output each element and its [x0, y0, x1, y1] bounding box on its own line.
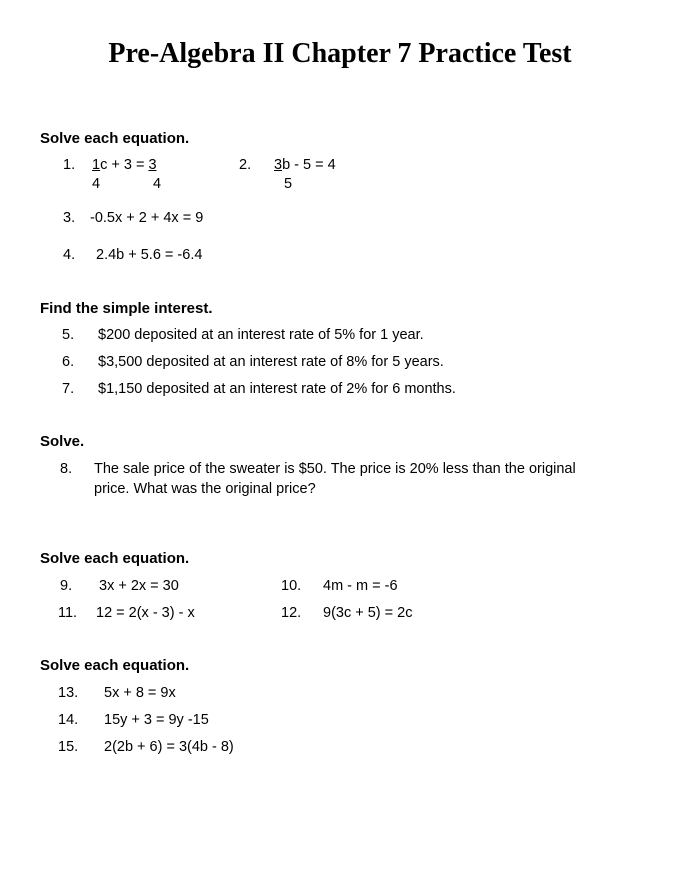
problem-number: 7.: [62, 381, 75, 397]
problem-number: 10.: [281, 578, 302, 594]
problem-10-equation: 4m - m = -6: [323, 578, 398, 594]
fraction-numerator: 1: [92, 157, 101, 173]
problem-number: 2.: [239, 157, 252, 173]
problem-5-text: $200 deposited at an interest rate of 5% for 1 year.: [98, 327, 424, 343]
fraction-denominator: 4: [153, 176, 162, 192]
problem-number: 14.: [58, 712, 79, 728]
problem-number: 8.: [60, 461, 73, 477]
problem-number: 6.: [62, 354, 75, 370]
equation-text: b - 5 = 4: [282, 157, 336, 173]
page-title: Pre-Algebra II Chapter 7 Practice Test: [108, 38, 572, 69]
problem-14-equation: 15y + 3 = 9y -15: [104, 712, 209, 728]
section-heading-solve-equations-2: Solve each equation.: [40, 550, 190, 567]
fraction-denominator: 5: [284, 176, 293, 192]
problem-6-text: $3,500 deposited at an interest rate of 8% for 5 years.: [98, 354, 444, 370]
problem-8-line-2: price. What was the original price?: [94, 481, 316, 497]
section-heading-solve-equations-3: Solve each equation.: [40, 657, 190, 674]
problem-number: 11.: [58, 605, 78, 621]
fraction-numerator: 3: [148, 157, 157, 173]
section-heading-solve: Solve.: [40, 433, 85, 450]
problem-4-equation: 2.4b + 5.6 = -6.4: [96, 247, 203, 263]
problem-number: 9.: [60, 578, 73, 594]
problem-15-equation: 2(2b + 6) = 3(4b - 8): [104, 739, 234, 755]
problem-2-equation: [274, 157, 336, 173]
problem-8-line-1: The sale price of the sweater is $50. The price is 20% less than the original: [94, 461, 576, 477]
section-heading-simple-interest: Find the simple interest.: [40, 300, 213, 317]
problem-number: 13.: [58, 685, 79, 701]
problem-number: 4.: [63, 247, 76, 263]
problem-1-equation: [92, 157, 157, 173]
fraction-numerator: 3: [274, 157, 283, 173]
problem-7-text: $1,150 deposited at an interest rate of 2% for 6 months.: [98, 381, 456, 397]
problem-number: 5.: [62, 327, 75, 343]
problem-number: 15.: [58, 739, 79, 755]
problem-number: 1.: [63, 157, 76, 173]
equation-text: c + 3 =: [100, 157, 149, 173]
section-heading-solve-equations-1: Solve each equation.: [40, 130, 190, 147]
problem-number: 12.: [281, 605, 302, 621]
problem-11-equation: 12 = 2(x - 3) - x: [96, 605, 195, 621]
problem-number: 3.: [63, 210, 76, 226]
fraction-denominator: 4: [92, 176, 101, 192]
problem-3-equation: -0.5x + 2 + 4x = 9: [90, 210, 204, 226]
problem-9-equation: 3x + 2x = 30: [99, 578, 179, 594]
problem-13-equation: 5x + 8 = 9x: [104, 685, 176, 701]
problem-12-equation: 9(3c + 5) = 2c: [323, 605, 413, 621]
